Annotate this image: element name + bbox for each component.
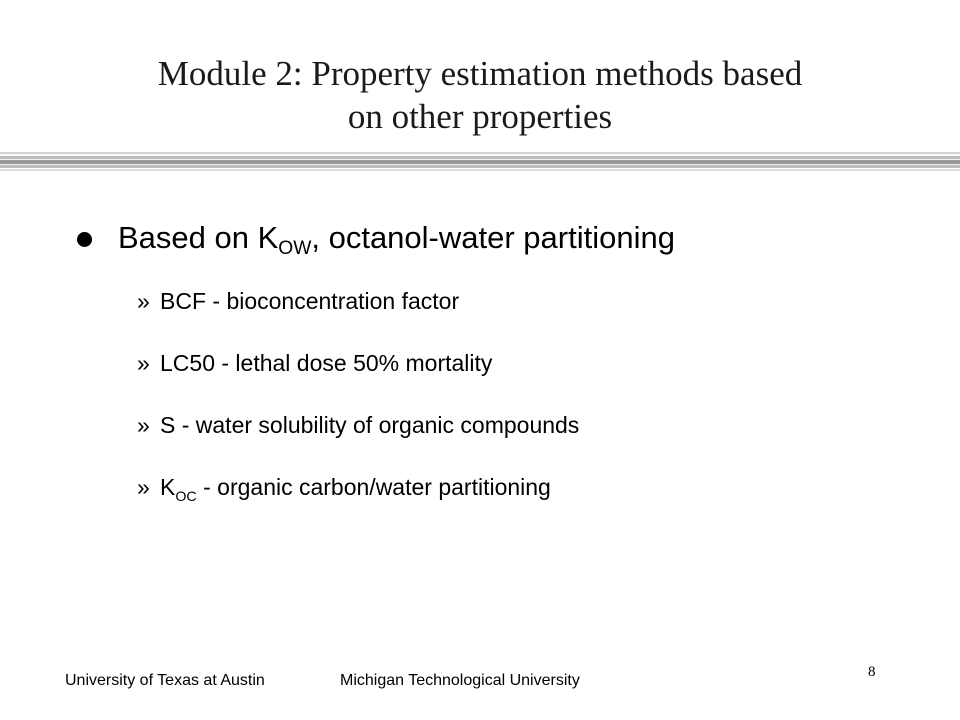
sub-bullet-marker-icon: »: [137, 350, 150, 376]
main-bullet-prefix: Based on K: [118, 220, 279, 255]
sub-bullet-lc50: [137, 348, 579, 410]
main-bullet-suffix: , octanol-water partitioning: [311, 220, 675, 255]
sub-bullet-text: [160, 474, 551, 505]
sub-bullet-text: BCF - bioconcentration factor: [160, 288, 460, 314]
main-bullet-subscript: OW: [278, 238, 312, 259]
main-bullet: [118, 218, 675, 258]
page-number: 8: [868, 664, 876, 680]
title-divider: [0, 150, 960, 172]
sub-bullet-text: LC50 - lethal dose 50% mortality: [160, 350, 493, 376]
sub-bullet-solubility: [137, 410, 579, 472]
koc-suffix: - organic carbon/water partitioning: [196, 474, 551, 500]
title-line-1: Module 2: Property estimation methods based: [157, 54, 803, 93]
title-line-2: on other properties: [347, 97, 613, 136]
sub-bullet-text: S - water solubility of organic compounds: [160, 412, 580, 438]
sub-bullet-marker-icon: »: [137, 412, 150, 438]
sub-bullet-marker-icon: »: [137, 288, 150, 314]
slide-title: [40, 52, 920, 138]
footer-left-text: University of Texas at Austin: [65, 672, 265, 689]
sub-bullet-koc: [137, 472, 579, 534]
bullet-dot-icon: [77, 232, 92, 247]
sub-bullet-bcf: [137, 286, 579, 348]
koc-prefix: K: [160, 474, 176, 500]
sub-bullet-list: [137, 286, 579, 534]
footer-center-text: Michigan Technological University: [340, 672, 580, 689]
koc-subscript: OC: [175, 489, 197, 505]
sub-bullet-marker-icon: »: [137, 474, 150, 500]
